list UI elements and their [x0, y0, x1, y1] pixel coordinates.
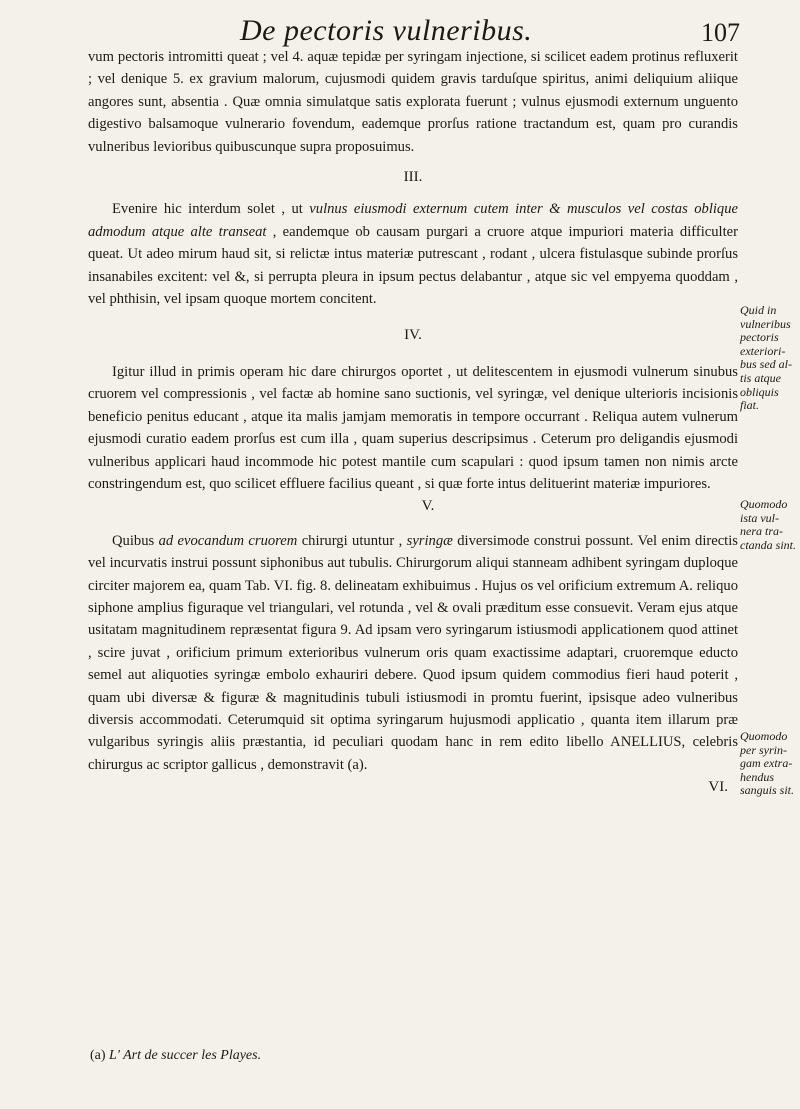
paragraph-2-text-a: Evenire hic interdum solet , ut	[112, 201, 310, 218]
footnote	[90, 1048, 261, 1064]
paragraph-4-text-a: Quibus	[112, 532, 159, 549]
paragraph-2-italic-phrase: vulnus eiusmodi externum cutem inter & musculos vel costas oblique admodum atque alte transeat	[88, 201, 738, 240]
section-numeral-iv: IV.	[404, 327, 422, 344]
section-numeral-v: V.	[421, 498, 435, 515]
paragraph-4-italic-phrase-1: ad evocandum cruorem	[158, 532, 298, 549]
paragraph-1: vum pectoris intromitti queat ; vel 4. aquæ tepidæ per syringam injectione, si scilicet eadem protinus refluxerit ; vel denique 5. ex gravium malorum, cujusmodi quidem gravis tarduſque spiritus, animi deliquium aliique angores sunt, absentia . Quæ omnia simulatque satis explorata fuerunt ; vulnus ejusmodi externum unguento digestivo balsamoque vulnerario fovendum, eademque prorſus ratione tractandum est, quam pro curandis vulneribus levioribus quibuscunque supra proposuimus.	[88, 49, 738, 155]
page-number: 107	[701, 18, 740, 47]
paragraph-4-text-e: diversimode construi possunt. Vel enim directis vel incurvatis instrui possunt siphonibus aut tubulis. Chirurgorum aliqui stanneam adhibent syringam duploque circiter majorem ea, quam Tab. VI. fig. 8. delineatam exhibuimus . Hujus os vel orificium extremum A. reliquo siphone amplius figuraque vel triangulari, vel rotunda , vel & ovali præditum esse consuevit. Veram ejus atque usitatam magnitudinem repræsentat figura 9. Ad ipsam vero syringarum istiusmodi applicationem quod attinet , scire juvat , orificium primum exterioribus vulnerum oris quam exactissime adaptari, cruoremque educto semel aut aliquoties syringæ embolo exhauriri debere. Quod ipsum quidem commodius fieri haud poterit , quam ubi diversæ & figuræ & magnitudinis tubuli istiusmodi in promtu fuerint, ipsisque adeo vulneribus diversis accommodati. Ceterumquid sit optima syringarum hujusmodi applicatio , quanta item illarum præ vulgaribus syringis aliis præstantia, id peculiari quodam hanc in rem edito libello ANELLIUS, celebris chirurgus ac scriptor gallicus , demonstravit (a).	[88, 532, 738, 773]
margin-note-2: Quomodo ista vul-nera tra-ctanda sint.	[740, 497, 796, 552]
footnote-mark: (a)	[90, 1048, 106, 1063]
margin-note-1: Quid in vulneribus pectoris exteriori-bus sed al-tis atque obliquis fiat.	[740, 303, 792, 413]
footnote-text: L' Art de succer les Playes.	[109, 1048, 262, 1063]
paragraph-4	[88, 530, 738, 776]
paragraph-2	[88, 198, 738, 310]
paragraph-3: Igitur illud in primis operam hic dare chirurgos oportet , ut delitescentem in ejusmodi vulnerum sinubus cruorem vel compressionis , vel factæ ab homine sano suctionis, vel syringæ, vel denique ulterioris incisionis beneficio penitus educant , atque ita malis jamjam memoratis in tempore occurrant . Reliqua autem vulnerum ejusmodi curatio eadem prorſus est cum illa , quam superius descripsimus . Ceterum pro deligandis ejusmodi vulneribus applicari haud incommode hic potest mantile cum scapulari : quod ipsum tamen non nimis arcte constringendum est, quo scilicet effluere facilius queant , si quæ forte intus delituerint materiæ impuriores.	[88, 363, 738, 492]
paragraph-4-text-c: chirurgi utuntur ,	[297, 532, 407, 549]
margin-note-3: Quomodo per syrin-gam extra-hendus sanguis sit.	[740, 729, 795, 798]
section-numeral-vi: VI.	[708, 779, 728, 796]
paragraph-2-text-c: , eandemque ob causam purgari a cruore atque impuriori materia difficulter queat. Ut adeo mirum haud sit, si relictæ intus materiæ putrescant , rodant , ulcera fistulasque subinde prorſus insanabiles excitent: vel &, si perrupta pleura in ipsum pectus delabantur , atque sic vel empyema quoddam , vel phthisin, vel ipsam quoque mortem concitent.	[88, 223, 738, 308]
body-text	[88, 46, 738, 799]
running-title: De pectoris vulneribus.	[240, 14, 533, 47]
paragraph-4-italic-phrase-2: syringæ	[406, 532, 453, 549]
section-numeral-iii: III.	[403, 169, 423, 186]
